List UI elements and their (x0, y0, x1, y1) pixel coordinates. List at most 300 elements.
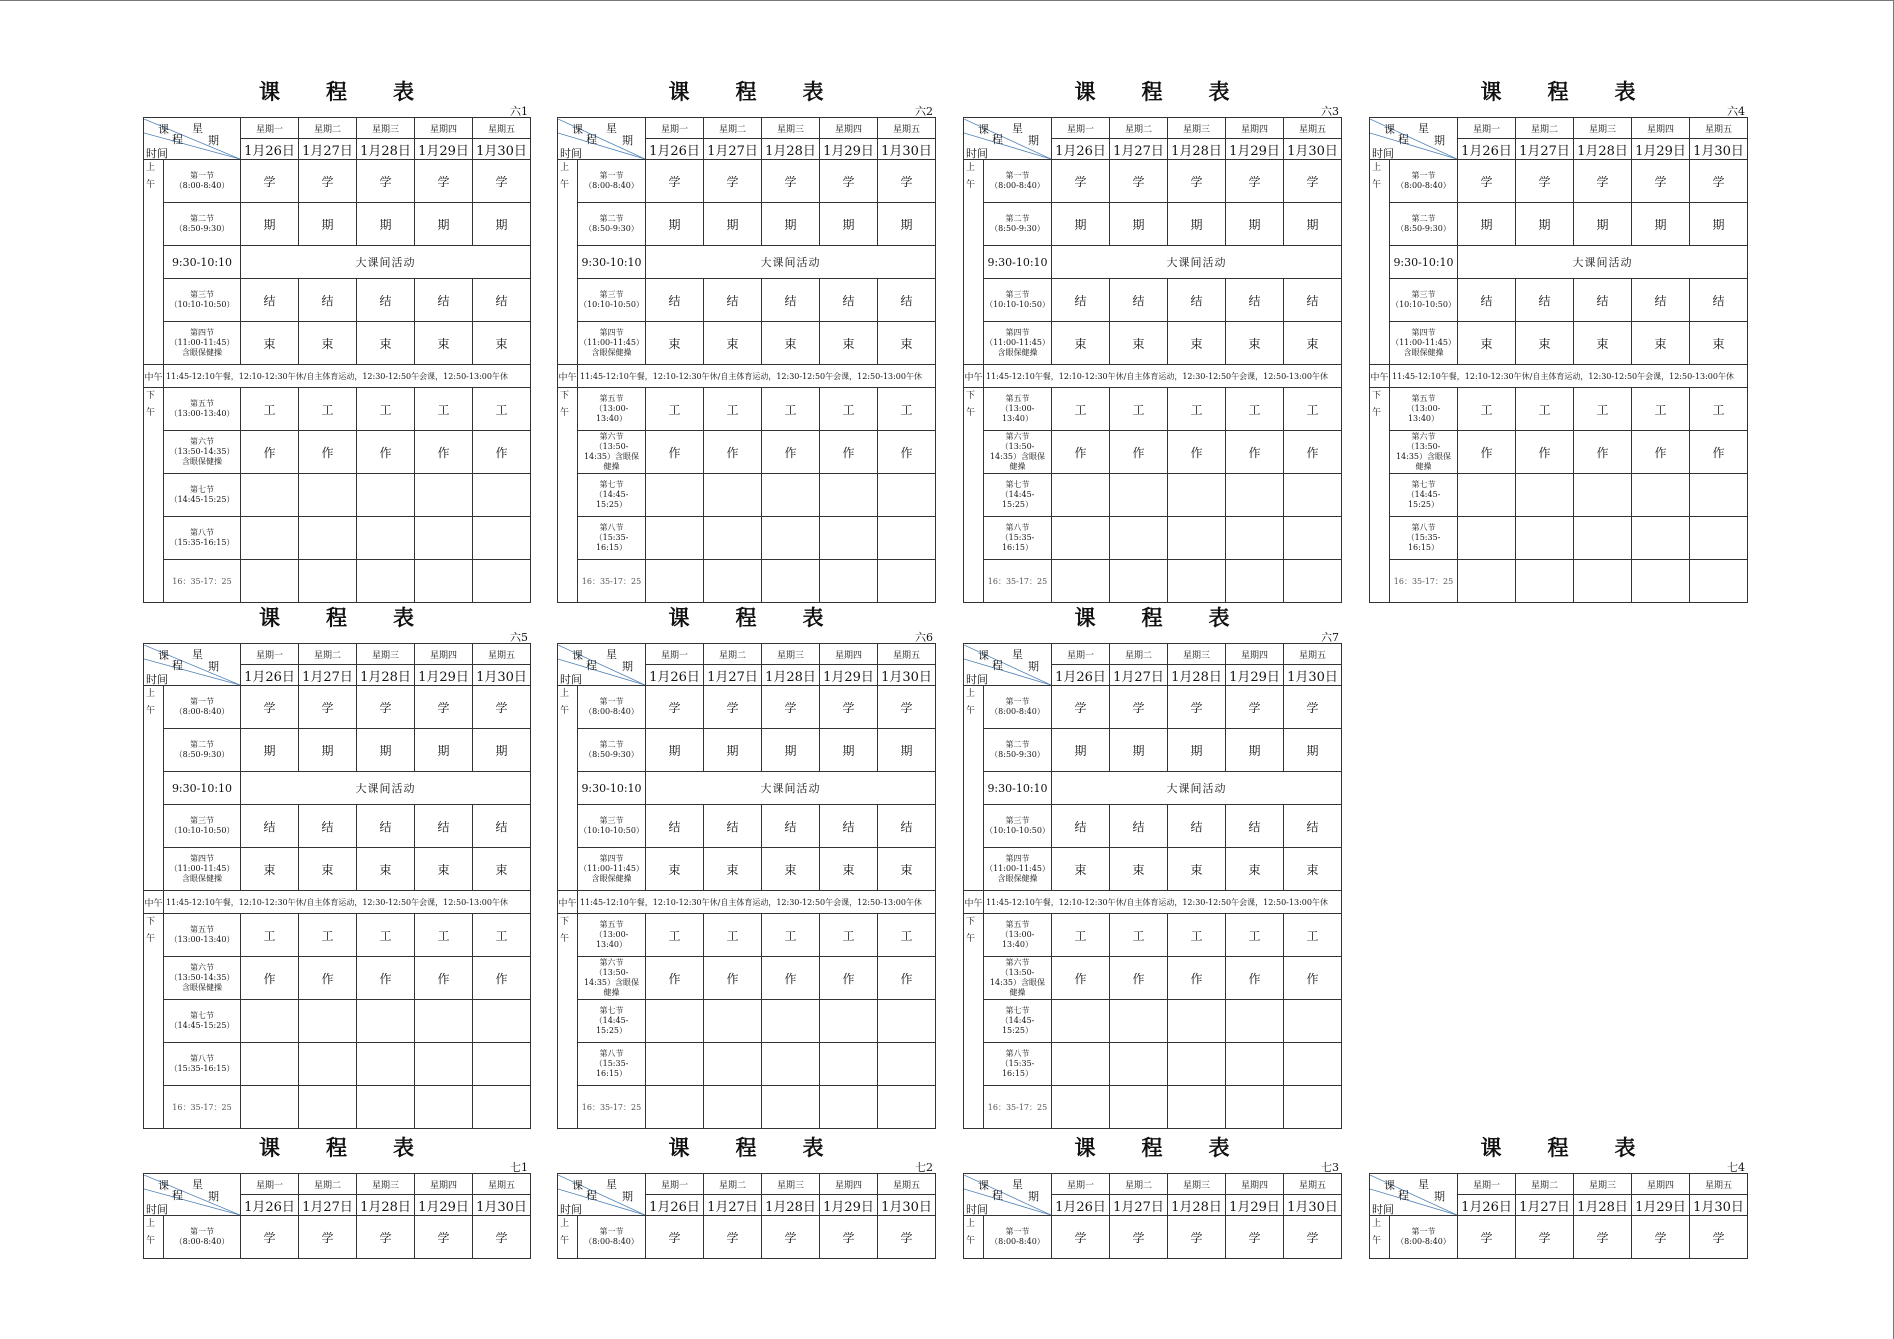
course-cell: 工 (1168, 388, 1226, 431)
course-cell (762, 517, 820, 560)
title-char: 表 (1208, 79, 1230, 104)
course-cell: 作 (878, 431, 936, 474)
period-line: （15:35-16:15） (169, 538, 235, 547)
period-line: 含眼保健操 (591, 348, 632, 357)
date-header: 1月29日 (820, 665, 878, 686)
title-char: 表 (802, 605, 824, 630)
weekday-header: 星期五 (1284, 1174, 1342, 1195)
corner-label: 星 (606, 121, 617, 135)
corner-label: 星 (192, 647, 203, 661)
course-cell (1226, 1000, 1284, 1043)
header-corner (144, 644, 241, 686)
schedule-title (963, 1132, 1341, 1158)
course-cell: 工 (646, 914, 704, 957)
period-label (164, 848, 241, 891)
schedule-row (144, 1000, 531, 1043)
period-line: 第二节 (599, 214, 624, 223)
period-line: （15:35- (1000, 1059, 1035, 1068)
course-cell: 期 (878, 203, 936, 246)
course-cell (1284, 560, 1342, 603)
course-cell: 工 (415, 914, 473, 957)
course-cell: 工 (299, 914, 357, 957)
course-cell (1284, 1000, 1342, 1043)
title-char: 程 (735, 605, 757, 630)
date-header: 1月26日 (241, 665, 299, 686)
break-time: 9:30-10:10 (578, 772, 646, 805)
course-cell (241, 1043, 299, 1086)
period-line: 14:35）含眼保 (989, 978, 1046, 987)
afternoon-label (964, 914, 984, 1129)
schedule-row (558, 160, 936, 203)
title-char: 课 (1074, 605, 1096, 630)
weekday-header: 星期五 (473, 1174, 531, 1195)
class-code: 七2 (915, 1161, 933, 1174)
course-cell: 结 (1226, 279, 1284, 322)
period-line: （8:50-9:30） (584, 224, 639, 233)
corner-label: 程 (992, 658, 1003, 672)
schedule-row (1370, 388, 1748, 431)
course-cell: 期 (1168, 729, 1226, 772)
corner-diagonal (144, 645, 240, 685)
title-char: 课 (668, 1135, 690, 1160)
schedule-title (963, 602, 1341, 628)
period-line: 含眼保健操 (997, 874, 1038, 883)
course-cell: 结 (820, 805, 878, 848)
corner-label: 时间 (1372, 1202, 1394, 1216)
course-cell: 学 (241, 686, 299, 729)
period-line: （13:00- (1406, 404, 1441, 413)
period-line: 13:40） (595, 940, 628, 949)
corner-label: 期 (622, 133, 633, 147)
morning-char: 上 (560, 1219, 570, 1229)
morning-char: 午 (146, 1236, 156, 1246)
period-label (984, 388, 1052, 431)
course-cell: 束 (646, 322, 704, 365)
course-cell: 作 (1052, 957, 1110, 1000)
corner-label: 课 (158, 122, 169, 136)
corner-label: 星 (606, 1177, 617, 1191)
period-line: （13:50-14:35） (169, 973, 235, 982)
course-cell: 工 (1226, 914, 1284, 957)
date-header: 1月26日 (1052, 1195, 1110, 1216)
course-cell: 工 (820, 914, 878, 957)
period-line: （14:45- (594, 490, 629, 499)
corner-label: 期 (208, 1189, 219, 1203)
period-label (984, 1043, 1052, 1086)
corner-diagonal (144, 1175, 240, 1215)
course-cell: 束 (1632, 322, 1690, 365)
noon-label: 中午 (964, 365, 984, 388)
period-line: 第六节 (190, 437, 214, 446)
timetable (557, 1173, 936, 1259)
course-cell: 学 (1690, 160, 1748, 203)
title-char: 程 (735, 79, 757, 104)
course-cell: 学 (1110, 1216, 1168, 1259)
course-cell: 束 (646, 848, 704, 891)
title-char: 表 (1208, 1135, 1230, 1160)
break-activity: 大课间活动 (646, 772, 936, 805)
class-code: 七1 (510, 1161, 528, 1174)
course-cell: 束 (1052, 322, 1110, 365)
period-line: 含眼保健操 (997, 348, 1038, 357)
morning-char: 上 (560, 163, 570, 173)
morning-char: 上 (966, 1219, 976, 1229)
corner-label: 期 (622, 1189, 633, 1203)
date-header: 1月26日 (1052, 139, 1110, 160)
period-line: 第五节 (190, 399, 214, 408)
period-line: （8:50-9:30） (174, 750, 230, 759)
date-header: 1月29日 (820, 139, 878, 160)
date-header: 1月27日 (1110, 139, 1168, 160)
period-label (984, 517, 1052, 560)
period-line: 第八节 (1005, 523, 1030, 532)
date-header: 1月27日 (704, 1195, 762, 1216)
title-char: 课 (1480, 1135, 1502, 1160)
period-line: （8:00-8:40） (584, 181, 639, 190)
weekday-header: 星期四 (1226, 644, 1284, 665)
course-cell: 作 (646, 957, 704, 1000)
course-cell: 结 (1632, 279, 1690, 322)
course-cell: 束 (241, 848, 299, 891)
course-cell: 工 (1632, 388, 1690, 431)
course-cell: 作 (704, 957, 762, 1000)
period-label (164, 1043, 241, 1086)
title-char: 表 (393, 605, 414, 630)
period-line: （8:50-9:30） (990, 750, 1045, 759)
course-cell: 作 (473, 957, 531, 1000)
period-line: （8:50-9:30） (990, 224, 1045, 233)
schedule-row (558, 957, 936, 1000)
course-cell: 期 (1690, 203, 1748, 246)
afternoon-char: 午 (1372, 408, 1382, 418)
schedule-row (558, 848, 936, 891)
timetable (963, 643, 1342, 1129)
course-cell: 学 (1052, 1216, 1110, 1259)
corner-diagonal (144, 119, 240, 159)
noon-label: 中午 (1370, 365, 1390, 388)
course-cell (415, 517, 473, 560)
weekday-header: 星期二 (704, 644, 762, 665)
corner-label: 星 (1418, 1177, 1429, 1191)
header-corner (144, 118, 241, 160)
period-line: 第八节 (599, 523, 624, 532)
schedule-row (144, 322, 531, 365)
header-weekdays-row (1370, 1174, 1748, 1195)
corner-label: 时间 (966, 1202, 988, 1216)
course-cell (1458, 474, 1516, 517)
morning-label (558, 1216, 578, 1259)
period-line: 第七节 (190, 485, 214, 494)
corner-label: 程 (172, 658, 183, 672)
period-label (984, 729, 1052, 772)
course-cell: 学 (704, 1216, 762, 1259)
morning-char: 上 (966, 163, 976, 173)
period-line: 第八节 (1005, 1049, 1030, 1058)
period-label (984, 1216, 1052, 1259)
course-cell: 学 (1284, 1216, 1342, 1259)
course-cell (762, 474, 820, 517)
period-line: 第五节 (1005, 394, 1030, 403)
course-cell (241, 1086, 299, 1129)
title-char: 课 (259, 605, 280, 630)
period-line: 15:25） (1001, 1026, 1034, 1035)
after-school-slot: 16：35-17：25 (164, 1086, 241, 1129)
afternoon-char: 下 (966, 391, 976, 401)
noon-label: 中午 (558, 891, 578, 914)
weekday-header: 星期二 (299, 644, 357, 665)
weekday-header: 星期一 (646, 644, 704, 665)
corner-label: 期 (1028, 659, 1039, 673)
course-cell (1110, 474, 1168, 517)
course-cell: 束 (704, 848, 762, 891)
weekday-header: 星期五 (473, 118, 531, 139)
schedule-row (964, 729, 1342, 772)
header-corner (1370, 1174, 1458, 1216)
course-cell (704, 1086, 762, 1129)
course-cell: 工 (1052, 914, 1110, 957)
afternoon-label (144, 388, 164, 603)
course-cell: 结 (762, 805, 820, 848)
period-line: （13:00-13:40） (169, 409, 235, 418)
course-cell: 结 (704, 805, 762, 848)
afternoon-char: 下 (146, 917, 156, 927)
course-cell (1110, 1043, 1168, 1086)
header-weekdays-row (1370, 118, 1748, 139)
period-line: 第一节 (1005, 697, 1030, 706)
period-label (578, 517, 646, 560)
header-corner (558, 644, 646, 686)
morning-char: 午 (560, 1236, 570, 1246)
weekday-header: 星期四 (820, 118, 878, 139)
corner-label: 课 (978, 1178, 989, 1192)
corner-label: 时间 (146, 1202, 168, 1216)
schedule-row (558, 1086, 936, 1129)
corner-label: 期 (208, 133, 219, 147)
course-cell: 作 (820, 431, 878, 474)
course-cell: 学 (1168, 1216, 1226, 1259)
weekday-header: 星期一 (1052, 118, 1110, 139)
course-cell: 期 (1632, 203, 1690, 246)
period-line: （11:00-11:45） (985, 338, 1050, 347)
course-cell (1226, 1086, 1284, 1129)
course-cell: 期 (473, 729, 531, 772)
course-cell (1052, 560, 1110, 603)
timetable (963, 1173, 1342, 1259)
course-cell (704, 517, 762, 560)
course-cell (646, 1000, 704, 1043)
weekday-header: 星期三 (1168, 644, 1226, 665)
date-header: 1月30日 (1690, 1195, 1748, 1216)
course-cell: 束 (1284, 848, 1342, 891)
period-line: 13:40） (595, 414, 628, 423)
break-time: 9:30-10:10 (164, 246, 241, 279)
date-header: 1月30日 (878, 139, 936, 160)
period-label (984, 279, 1052, 322)
weekday-header: 星期一 (1458, 118, 1516, 139)
date-header: 1月26日 (1458, 1195, 1516, 1216)
course-cell: 期 (1168, 203, 1226, 246)
period-line: （8:50-9:30） (1396, 224, 1451, 233)
course-cell: 结 (299, 279, 357, 322)
schedule-row (558, 914, 936, 957)
course-cell: 作 (1168, 957, 1226, 1000)
course-cell: 结 (1168, 805, 1226, 848)
course-cell (1632, 517, 1690, 560)
period-line: （14:45- (1000, 1016, 1035, 1025)
course-cell: 作 (1226, 957, 1284, 1000)
course-cell: 学 (1574, 1216, 1632, 1259)
period-line: 健操 (1009, 462, 1026, 471)
course-cell (241, 517, 299, 560)
period-line: （11:00-11:45） (1391, 338, 1456, 347)
course-cell: 期 (299, 729, 357, 772)
course-cell: 期 (241, 203, 299, 246)
break-time: 9:30-10:10 (164, 772, 241, 805)
course-cell: 期 (1284, 203, 1342, 246)
break-time: 9:30-10:10 (1390, 246, 1458, 279)
course-cell: 结 (299, 805, 357, 848)
course-cell: 结 (357, 279, 415, 322)
schedule-title (557, 76, 935, 102)
period-line: 含眼保健操 (182, 348, 222, 357)
break-activity: 大课间活动 (1052, 772, 1342, 805)
period-label (164, 1000, 241, 1043)
period-line: 第一节 (1005, 1227, 1030, 1236)
corner-label: 程 (992, 1188, 1003, 1202)
period-line: （8:00-8:40） (174, 1237, 230, 1246)
date-header: 1月30日 (1284, 665, 1342, 686)
schedule-row (964, 686, 1342, 729)
course-cell: 作 (762, 431, 820, 474)
weekday-header: 星期二 (704, 118, 762, 139)
schedule-row (144, 431, 531, 474)
afternoon-char: 午 (966, 408, 976, 418)
course-cell (1110, 517, 1168, 560)
period-line: 第二节 (190, 740, 214, 749)
course-cell: 束 (820, 848, 878, 891)
period-line: （8:00-8:40） (1396, 1237, 1451, 1246)
course-cell (1110, 1086, 1168, 1129)
course-cell: 作 (1284, 431, 1342, 474)
course-cell: 工 (1052, 388, 1110, 431)
period-label (164, 686, 241, 729)
weekday-header: 星期二 (1110, 644, 1168, 665)
course-cell: 学 (415, 686, 473, 729)
period-line: 第六节 (1411, 432, 1436, 441)
period-line: （15:35-16:15） (169, 1064, 235, 1073)
schedule-row (1370, 431, 1748, 474)
schedule-title (143, 76, 530, 102)
course-cell (1690, 560, 1748, 603)
schedule-row (144, 891, 531, 914)
course-cell (415, 474, 473, 517)
header-corner (964, 644, 1052, 686)
course-cell: 学 (1052, 686, 1110, 729)
date-header: 1月30日 (473, 139, 531, 160)
course-cell: 工 (241, 388, 299, 431)
course-cell: 学 (473, 1216, 531, 1259)
course-cell: 工 (357, 388, 415, 431)
weekday-header: 星期五 (878, 118, 936, 139)
schedule-row (964, 1216, 1342, 1259)
course-cell (646, 474, 704, 517)
period-line: （13:50- (1000, 442, 1035, 451)
weekday-header: 星期一 (1052, 1174, 1110, 1195)
date-header: 1月27日 (1110, 1195, 1168, 1216)
afternoon-label (558, 914, 578, 1129)
noon-schedule: 11:45-12:10午餐，12:10-12:30午休/自主体育运动，12:30-12:50午会课，12:50-13:00午休 (984, 891, 1342, 914)
date-header: 1月30日 (1690, 139, 1748, 160)
course-cell (1574, 517, 1632, 560)
course-cell: 束 (1516, 322, 1574, 365)
period-line: 含眼保健操 (182, 457, 222, 466)
header-corner (964, 118, 1052, 160)
period-line: 第四节 (1411, 328, 1436, 337)
period-line: （8:50-9:30） (584, 750, 639, 759)
course-cell (704, 474, 762, 517)
period-line: （13:00- (594, 404, 629, 413)
period-line: 第七节 (1005, 480, 1030, 489)
period-line: 含眼保健操 (1403, 348, 1444, 357)
class-code: 六1 (510, 105, 528, 118)
corner-label: 课 (1384, 1178, 1395, 1192)
schedule-row (964, 279, 1342, 322)
afternoon-char: 下 (146, 391, 156, 401)
period-line: （13:00-13:40） (169, 935, 235, 944)
schedule-row (964, 322, 1342, 365)
course-cell: 结 (241, 279, 299, 322)
course-cell (1226, 474, 1284, 517)
date-header: 1月28日 (357, 665, 415, 686)
course-cell: 学 (820, 1216, 878, 1259)
corner-label: 课 (572, 648, 583, 662)
weekday-header: 星期二 (1516, 1174, 1574, 1195)
period-label (578, 805, 646, 848)
course-cell: 工 (241, 914, 299, 957)
period-label (578, 1000, 646, 1043)
course-cell: 结 (1516, 279, 1574, 322)
period-label (578, 729, 646, 772)
weekday-header: 星期一 (241, 1174, 299, 1195)
course-cell: 期 (820, 203, 878, 246)
header-weekdays-row (964, 1174, 1342, 1195)
period-label (1390, 431, 1458, 474)
course-cell (1284, 517, 1342, 560)
weekday-header: 星期二 (299, 118, 357, 139)
period-label (984, 957, 1052, 1000)
period-label (164, 388, 241, 431)
course-cell (299, 517, 357, 560)
corner-label: 程 (1398, 1188, 1409, 1202)
weekday-header: 星期五 (878, 644, 936, 665)
afternoon-char: 午 (560, 934, 570, 944)
period-label (164, 729, 241, 772)
course-cell: 束 (357, 848, 415, 891)
period-label (578, 388, 646, 431)
morning-char: 上 (1372, 1219, 1382, 1229)
period-line: 14:35）含眼保 (583, 452, 640, 461)
course-cell: 期 (1052, 203, 1110, 246)
date-header: 1月27日 (1516, 139, 1574, 160)
schedule-row (1370, 160, 1748, 203)
course-cell: 期 (646, 729, 704, 772)
course-cell (241, 1000, 299, 1043)
course-cell (1226, 517, 1284, 560)
header-weekdays-row (144, 1174, 531, 1195)
schedule-row (558, 365, 936, 388)
schedule-title (143, 1132, 530, 1158)
course-cell (646, 1043, 704, 1086)
